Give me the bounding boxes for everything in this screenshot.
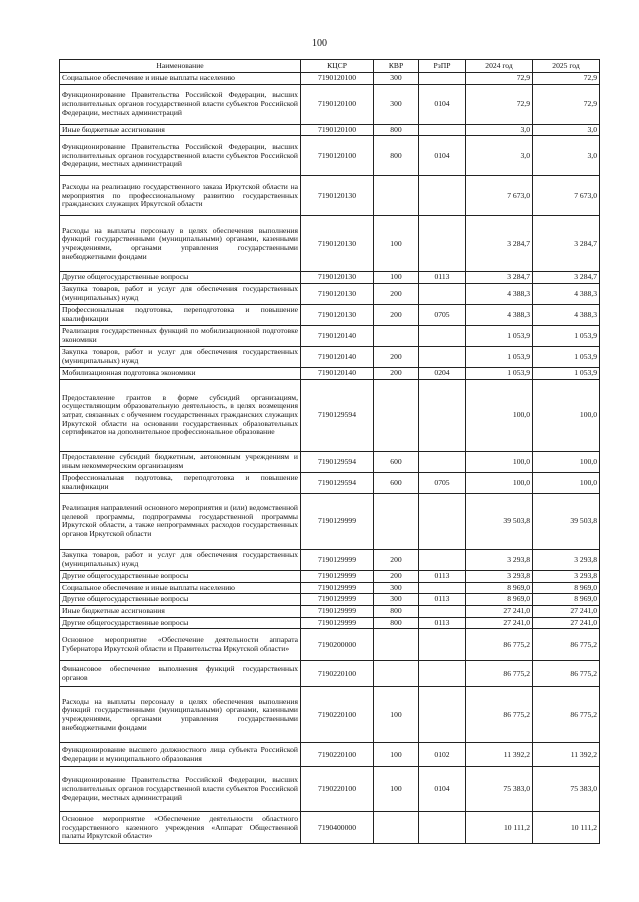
row-code: 7190120130 xyxy=(301,176,374,216)
row-code: 7190129594 xyxy=(301,379,374,451)
row-amount-2025: 75 383,0 xyxy=(533,767,600,812)
row-amount-2024: 4 388,3 xyxy=(466,305,533,326)
row-name: Другие общегосударственные вопросы xyxy=(60,570,301,582)
row-amount-2025: 4 388,3 xyxy=(533,305,600,326)
table-row xyxy=(60,284,600,305)
row-code: 7190120100 xyxy=(301,136,374,176)
row-amount-2025: 1 053,9 xyxy=(533,368,600,380)
table-row xyxy=(60,661,600,687)
table-row xyxy=(60,136,600,176)
row-name: Расходы на выплаты персоналу в целях обеспечения выполнения функций государственными (муниципальными) органами, казенными учреждениями, органами управления государственными внебюджетными фондами xyxy=(60,687,301,743)
row-amount-2024: 3 284,7 xyxy=(466,272,533,284)
header-code: КЦСР xyxy=(301,60,374,73)
row-kvr: 100 xyxy=(374,216,419,272)
row-kvr xyxy=(374,629,419,661)
table-row xyxy=(60,472,600,493)
table-row xyxy=(60,216,600,272)
row-kvr: 300 xyxy=(374,73,419,85)
row-amount-2025: 3 293,8 xyxy=(533,570,600,582)
row-amount-2025: 100,0 xyxy=(533,379,600,451)
table-row xyxy=(60,73,600,85)
row-rzpr xyxy=(419,549,466,570)
row-code: 7190200000 xyxy=(301,629,374,661)
row-kvr xyxy=(374,812,419,844)
row-kvr xyxy=(374,493,419,549)
row-amount-2024: 1 053,9 xyxy=(466,326,533,347)
row-rzpr: 0104 xyxy=(419,136,466,176)
row-code: 7190220100 xyxy=(301,661,374,687)
row-rzpr xyxy=(419,124,466,136)
row-code: 7190120100 xyxy=(301,124,374,136)
table-row xyxy=(60,124,600,136)
row-rzpr xyxy=(419,73,466,85)
row-amount-2025: 11 392,2 xyxy=(533,743,600,767)
table-header-row xyxy=(60,60,600,73)
row-amount-2024: 3,0 xyxy=(466,136,533,176)
row-amount-2024: 11 392,2 xyxy=(466,743,533,767)
row-name: Основное мероприятие «Обеспечение деятельности областного государственного казенного учреждения «Аппарат Общественной палаты Иркутской области» xyxy=(60,812,301,844)
row-amount-2025: 86 775,2 xyxy=(533,661,600,687)
row-code: 7190129594 xyxy=(301,472,374,493)
row-amount-2025: 4 388,3 xyxy=(533,284,600,305)
row-amount-2025: 27 241,0 xyxy=(533,606,600,618)
table-row xyxy=(60,687,600,743)
row-kvr: 300 xyxy=(374,84,419,124)
row-amount-2025: 39 503,8 xyxy=(533,493,600,549)
row-amount-2024: 27 241,0 xyxy=(466,606,533,618)
row-kvr: 600 xyxy=(374,472,419,493)
row-code: 7190129594 xyxy=(301,451,374,472)
row-kvr: 200 xyxy=(374,347,419,368)
row-name: Другие общегосударственные вопросы xyxy=(60,594,301,606)
row-code: 7190220100 xyxy=(301,767,374,812)
header-2025: 2025 год xyxy=(533,60,600,73)
row-rzpr xyxy=(419,582,466,594)
row-name: Профессиональная подготовка, переподготовка и повышение квалификации xyxy=(60,305,301,326)
row-amount-2024: 8 969,0 xyxy=(466,594,533,606)
row-name: Социальное обеспечение и иные выплаты населению xyxy=(60,73,301,85)
row-code: 7190120130 xyxy=(301,216,374,272)
row-rzpr xyxy=(419,326,466,347)
row-name: Предоставление субсидий бюджетным, автономным учреждениям и иным некоммерческим организациям xyxy=(60,451,301,472)
header-kvr: КВР xyxy=(374,60,419,73)
row-kvr: 200 xyxy=(374,368,419,380)
table-row xyxy=(60,451,600,472)
row-kvr: 800 xyxy=(374,136,419,176)
row-amount-2024: 3 293,8 xyxy=(466,549,533,570)
row-code: 7190129999 xyxy=(301,594,374,606)
row-kvr xyxy=(374,176,419,216)
row-kvr: 200 xyxy=(374,549,419,570)
row-amount-2024: 8 969,0 xyxy=(466,582,533,594)
row-amount-2024: 86 775,2 xyxy=(466,687,533,743)
row-code: 7190220100 xyxy=(301,687,374,743)
table-row xyxy=(60,176,600,216)
row-amount-2025: 7 673,0 xyxy=(533,176,600,216)
row-rzpr: 0102 xyxy=(419,743,466,767)
row-rzpr xyxy=(419,687,466,743)
row-name: Финансовое обеспечение выполнения функций государственных органов xyxy=(60,661,301,687)
row-amount-2025: 3 284,7 xyxy=(533,216,600,272)
row-amount-2025: 3,0 xyxy=(533,124,600,136)
row-name: Другие общегосударственные вопросы xyxy=(60,617,301,629)
table-row xyxy=(60,379,600,451)
row-kvr: 200 xyxy=(374,570,419,582)
row-code: 7190129999 xyxy=(301,606,374,618)
row-amount-2025: 8 969,0 xyxy=(533,594,600,606)
row-name: Предоставление грантов в форме субсидий организациям, осуществляющим образовательную деятельность, в целях возмещения затрат, связанных с обучением государственных гражданских служащих Иркутской области на основании государственных образовательных сертификатов на дополнительное профессиональное образование xyxy=(60,379,301,451)
row-name: Основное мероприятие «Обеспечение деятельности аппарата Губернатора Иркутской области и Правительства Иркутской области» xyxy=(60,629,301,661)
row-rzpr: 0113 xyxy=(419,617,466,629)
row-amount-2025: 3 293,8 xyxy=(533,549,600,570)
row-amount-2024: 75 383,0 xyxy=(466,767,533,812)
row-code: 7190400000 xyxy=(301,812,374,844)
header-name: Наименование xyxy=(60,60,301,73)
row-rzpr: 0705 xyxy=(419,472,466,493)
row-amount-2024: 27 241,0 xyxy=(466,617,533,629)
row-amount-2024: 100,0 xyxy=(466,472,533,493)
row-kvr: 600 xyxy=(374,451,419,472)
row-name: Закупка товаров, работ и услуг для обеспечения государственных (муниципальных) нужд xyxy=(60,284,301,305)
row-rzpr xyxy=(419,493,466,549)
row-code: 7190129999 xyxy=(301,493,374,549)
page-number: 100 xyxy=(312,38,327,49)
row-kvr: 100 xyxy=(374,767,419,812)
row-name: Иные бюджетные ассигнования xyxy=(60,606,301,618)
table-row xyxy=(60,582,600,594)
row-amount-2024: 3,0 xyxy=(466,124,533,136)
row-code: 7190129999 xyxy=(301,549,374,570)
row-rzpr xyxy=(419,347,466,368)
row-name: Расходы на реализацию государственного заказа Иркутской области на мероприятия по профессиональному развитию государственных гражданских служащих Иркутской области xyxy=(60,176,301,216)
table-row xyxy=(60,743,600,767)
row-name: Иные бюджетные ассигнования xyxy=(60,124,301,136)
table-row xyxy=(60,617,600,629)
row-name: Функционирование Правительства Российской Федерации, высших исполнительных органов государственной власти субъектов Российской Федерации, местных администраций xyxy=(60,136,301,176)
row-amount-2024: 7 673,0 xyxy=(466,176,533,216)
row-amount-2025: 3,0 xyxy=(533,136,600,176)
row-amount-2024: 86 775,2 xyxy=(466,661,533,687)
row-kvr: 100 xyxy=(374,687,419,743)
row-amount-2024: 3 284,7 xyxy=(466,216,533,272)
row-rzpr xyxy=(419,216,466,272)
row-code: 7190120140 xyxy=(301,326,374,347)
row-code: 7190220100 xyxy=(301,743,374,767)
row-amount-2025: 100,0 xyxy=(533,472,600,493)
header-2024: 2024 год xyxy=(466,60,533,73)
row-code: 7190120100 xyxy=(301,73,374,85)
row-kvr: 100 xyxy=(374,743,419,767)
table-row xyxy=(60,84,600,124)
row-amount-2025: 1 053,9 xyxy=(533,326,600,347)
row-rzpr xyxy=(419,284,466,305)
row-code: 7190129999 xyxy=(301,582,374,594)
row-name: Профессиональная подготовка, переподготовка и повышение квалификации xyxy=(60,472,301,493)
table-row xyxy=(60,272,600,284)
row-name: Другие общегосударственные вопросы xyxy=(60,272,301,284)
row-kvr xyxy=(374,326,419,347)
row-name: Функционирование высшего должностного лица субъекта Российской Федерации и муниципального образования xyxy=(60,743,301,767)
row-amount-2025: 86 775,2 xyxy=(533,687,600,743)
row-amount-2025: 27 241,0 xyxy=(533,617,600,629)
row-name: Закупка товаров, работ и услуг для обеспечения государственных (муниципальных) нужд xyxy=(60,347,301,368)
row-rzpr: 0204 xyxy=(419,368,466,380)
row-amount-2024: 100,0 xyxy=(466,379,533,451)
row-kvr: 800 xyxy=(374,606,419,618)
table-row xyxy=(60,812,600,844)
row-kvr: 100 xyxy=(374,272,419,284)
row-code: 7190120130 xyxy=(301,272,374,284)
table-row xyxy=(60,347,600,368)
row-code: 7190120140 xyxy=(301,347,374,368)
row-rzpr xyxy=(419,379,466,451)
row-code: 7190120130 xyxy=(301,305,374,326)
row-amount-2025: 10 111,2 xyxy=(533,812,600,844)
table-row xyxy=(60,629,600,661)
row-kvr: 800 xyxy=(374,124,419,136)
table-row xyxy=(60,368,600,380)
row-kvr: 300 xyxy=(374,594,419,606)
row-amount-2024: 72,9 xyxy=(466,84,533,124)
row-rzpr xyxy=(419,812,466,844)
row-amount-2024: 1 053,9 xyxy=(466,347,533,368)
row-amount-2024: 86 775,2 xyxy=(466,629,533,661)
row-rzpr xyxy=(419,661,466,687)
row-amount-2025: 8 969,0 xyxy=(533,582,600,594)
table-row xyxy=(60,570,600,582)
row-amount-2024: 3 293,8 xyxy=(466,570,533,582)
row-rzpr: 0104 xyxy=(419,767,466,812)
row-rzpr: 0113 xyxy=(419,272,466,284)
row-code: 7190129999 xyxy=(301,617,374,629)
row-rzpr: 0104 xyxy=(419,84,466,124)
row-name: Реализация направлений основного мероприятия и (или) ведомственной целевой программы, подпрограммы государственной программы Иркутской области, а также непрограммных расходов государственных органов Иркутской области xyxy=(60,493,301,549)
row-code: 7190120130 xyxy=(301,284,374,305)
row-rzpr: 0705 xyxy=(419,305,466,326)
row-amount-2024: 72,9 xyxy=(466,73,533,85)
row-rzpr xyxy=(419,629,466,661)
row-rzpr: 0113 xyxy=(419,594,466,606)
row-kvr: 300 xyxy=(374,582,419,594)
row-kvr: 800 xyxy=(374,617,419,629)
row-amount-2025: 1 053,9 xyxy=(533,347,600,368)
row-name: Мобилизационная подготовка экономики xyxy=(60,368,301,380)
row-code: 7190129999 xyxy=(301,570,374,582)
row-name: Закупка товаров, работ и услуг для обеспечения государственных (муниципальных) нужд xyxy=(60,549,301,570)
row-amount-2025: 100,0 xyxy=(533,451,600,472)
table-row xyxy=(60,594,600,606)
row-amount-2024: 4 388,3 xyxy=(466,284,533,305)
table-row xyxy=(60,493,600,549)
row-name: Социальное обеспечение и иные выплаты населению xyxy=(60,582,301,594)
row-amount-2025: 86 775,2 xyxy=(533,629,600,661)
table-row xyxy=(60,767,600,812)
row-rzpr xyxy=(419,451,466,472)
row-amount-2024: 10 111,2 xyxy=(466,812,533,844)
row-amount-2024: 1 053,9 xyxy=(466,368,533,380)
row-code: 7190120140 xyxy=(301,368,374,380)
row-amount-2025: 72,9 xyxy=(533,84,600,124)
row-kvr xyxy=(374,661,419,687)
row-name: Функционирование Правительства Российской Федерации, высших исполнительных органов государственной власти субъектов Российской Федерации, местных администраций xyxy=(60,767,301,812)
budget-table xyxy=(59,59,600,844)
row-name: Расходы на выплаты персоналу в целях обеспечения выполнения функций государственными (муниципальными) органами, казенными учреждениями, органами управления государственными внебюджетными фондами xyxy=(60,216,301,272)
row-amount-2024: 39 503,8 xyxy=(466,493,533,549)
row-kvr xyxy=(374,379,419,451)
row-rzpr: 0113 xyxy=(419,570,466,582)
row-amount-2025: 72,9 xyxy=(533,73,600,85)
row-rzpr xyxy=(419,606,466,618)
header-rzpr: РзПР xyxy=(419,60,466,73)
table-row xyxy=(60,305,600,326)
row-name: Реализация государственных функций по мобилизационной подготовке экономики xyxy=(60,326,301,347)
row-kvr: 200 xyxy=(374,284,419,305)
row-kvr: 200 xyxy=(374,305,419,326)
row-amount-2024: 100,0 xyxy=(466,451,533,472)
table-row xyxy=(60,549,600,570)
row-name: Функционирование Правительства Российской Федерации, высших исполнительных органов государственной власти субъектов Российской Федерации, местных администраций xyxy=(60,84,301,124)
row-amount-2025: 3 284,7 xyxy=(533,272,600,284)
row-code: 7190120100 xyxy=(301,84,374,124)
table-row xyxy=(60,606,600,618)
table-row xyxy=(60,326,600,347)
row-rzpr xyxy=(419,176,466,216)
